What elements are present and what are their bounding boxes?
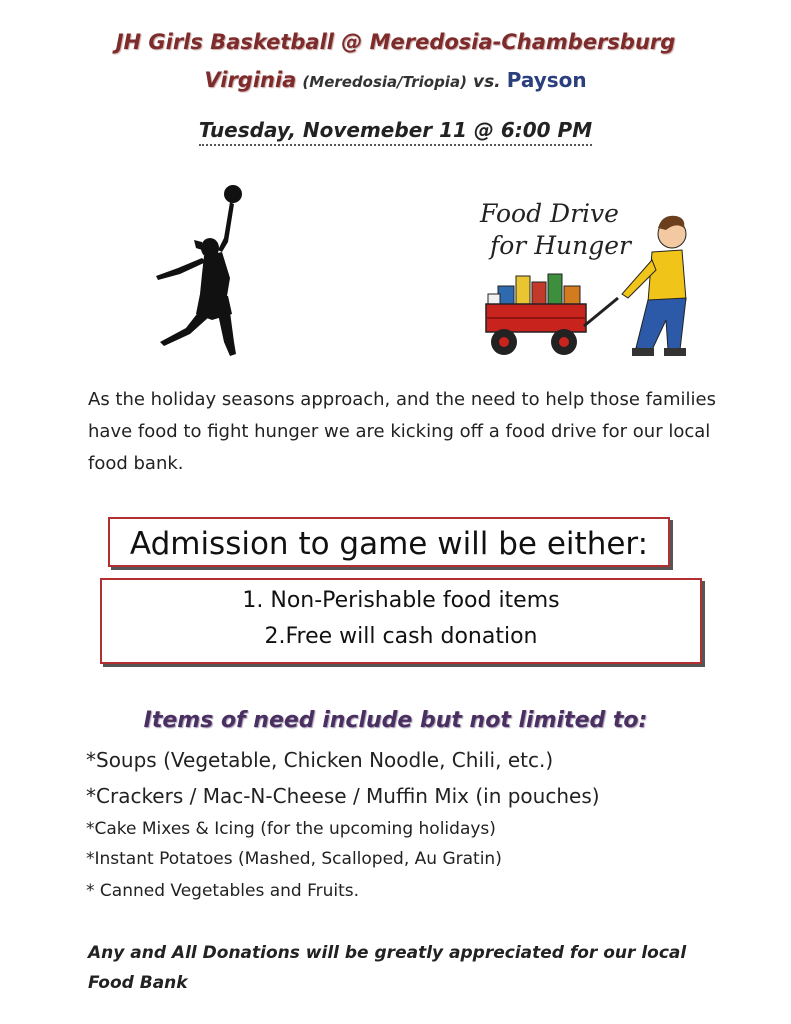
food-drive-wagon-icon [476, 190, 698, 366]
intro-paragraph: As the holiday seasons approach, and the need to help those families have food to fight hunger we are kicking off a food drive for our local food bank. [88, 389, 716, 474]
list-item: *Crackers / Mac-N-Cheese / Muffin Mix (in pouches) [86, 784, 600, 808]
admission-heading: Admission to game will be either: [129, 526, 649, 562]
list-item: *Instant Potatoes (Mashed, Scalloped, Au Gratin) [86, 849, 502, 869]
datetime-text: Tuesday, Novemeber 11 @ 6:00 PM [199, 118, 592, 146]
team1-note: (Meredosia/Triopia) [302, 73, 467, 91]
event-datetime [0, 118, 791, 142]
admission-option-2: 2.Free will cash donation [264, 624, 538, 649]
admission-options-box [100, 578, 702, 664]
list-item: *Soups (Vegetable, Chicken Noodle, Chili, etc.) [86, 748, 554, 772]
admission-option-1: 1. Non-Perishable food items [242, 588, 560, 613]
footer-note: Any and All Donations will be greatly appreciated for our local Food Bank [88, 943, 687, 993]
food-drive-line2: for Hunger [490, 231, 631, 260]
vs-label: vs. [472, 72, 501, 92]
basketball-player-silhouette-icon [150, 182, 250, 358]
event-title: JH Girls Basketball @ Meredosia-Chambersburg [115, 30, 676, 54]
food-drive-line1: Food Drive [480, 199, 619, 228]
list-item: *Cake Mixes & Icing (for the upcoming holidays) [86, 819, 496, 839]
list-item: * Canned Vegetables and Fruits. [86, 881, 360, 901]
items-heading: Items of need include but not limited to: [143, 708, 648, 733]
admission-heading-box [108, 517, 670, 567]
matchup-line [0, 68, 791, 92]
team2-name: Payson [506, 68, 587, 92]
team1-name: Virginia [204, 68, 297, 92]
